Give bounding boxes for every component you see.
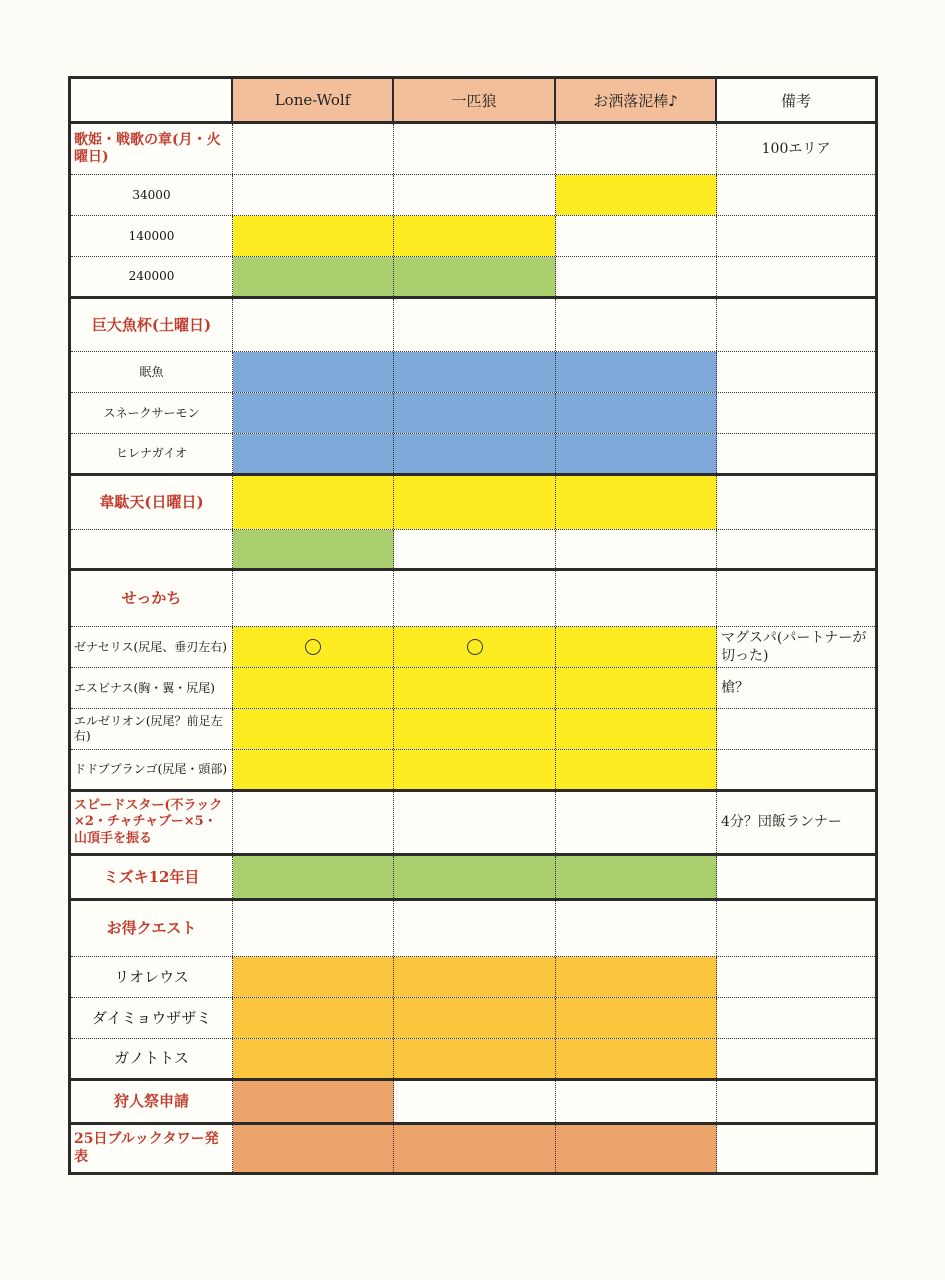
cell-ippiki-okami	[394, 476, 556, 529]
row-label: お得クエスト	[71, 901, 233, 956]
cell-oshare-dorobou	[556, 668, 717, 708]
table-row	[71, 627, 875, 668]
cell-lone-wolf	[233, 299, 394, 351]
cell-oshare-dorobou	[556, 352, 717, 392]
cell-oshare-dorobou	[556, 393, 717, 433]
row-note	[717, 750, 875, 789]
row-note	[717, 856, 875, 898]
cell-oshare-dorobou	[556, 957, 717, 997]
cell-lone-wolf	[233, 627, 394, 667]
cell-ippiki-okami	[394, 124, 556, 174]
cell-lone-wolf	[233, 750, 394, 789]
cell-lone-wolf	[233, 709, 394, 749]
cell-ippiki-okami	[394, 571, 556, 626]
header-oshare-dorobou: お洒落泥棒♪	[556, 79, 717, 121]
table-row	[71, 957, 875, 998]
table-row	[71, 124, 875, 175]
cell-oshare-dorobou	[556, 299, 717, 351]
cell-lone-wolf	[233, 530, 394, 568]
table-row	[71, 571, 875, 627]
row-note	[717, 530, 875, 568]
cell-ippiki-okami	[394, 856, 556, 898]
cell-lone-wolf	[233, 476, 394, 529]
row-label: 眠魚	[71, 352, 233, 392]
cell-ippiki-okami	[394, 175, 556, 215]
row-label: 140000	[71, 216, 233, 256]
header-lone-wolf: Lone-Wolf	[233, 79, 394, 121]
cell-oshare-dorobou	[556, 530, 717, 568]
row-label: スピードスター(不ラック×2・チャチャブー×5・山頂手を振る	[71, 792, 233, 853]
table-row	[71, 750, 875, 792]
row-label: 韋駄天(日曜日)	[71, 476, 233, 529]
cell-oshare-dorobou	[556, 257, 717, 296]
cell-ippiki-okami	[394, 750, 556, 789]
row-note	[717, 1081, 875, 1122]
row-label	[71, 530, 233, 568]
cell-oshare-dorobou	[556, 1125, 717, 1172]
circle-mark-icon	[467, 639, 483, 655]
table-row	[71, 901, 875, 957]
header-remarks: 備考	[780, 91, 811, 110]
cell-oshare-dorobou	[556, 175, 717, 215]
cell-lone-wolf	[233, 434, 394, 473]
cell-oshare-dorobou	[556, 750, 717, 789]
cell-oshare-dorobou	[556, 1039, 717, 1078]
cell-ippiki-okami	[394, 709, 556, 749]
cell-ippiki-okami	[394, 1039, 556, 1078]
cell-ippiki-okami	[394, 352, 556, 392]
row-label: ヒレナガイオ	[71, 434, 233, 473]
cell-lone-wolf	[233, 998, 394, 1038]
cell-lone-wolf	[233, 1081, 394, 1122]
cell-oshare-dorobou	[556, 1081, 717, 1122]
row-note	[717, 901, 875, 956]
cell-lone-wolf	[233, 957, 394, 997]
cell-ippiki-okami	[394, 901, 556, 956]
cell-ippiki-okami	[394, 627, 556, 667]
row-label: 巨大魚杯(土曜日)	[71, 299, 233, 351]
cell-lone-wolf	[233, 393, 394, 433]
row-label: せっかち	[71, 571, 233, 626]
cell-oshare-dorobou	[556, 434, 717, 473]
table-row	[71, 1039, 875, 1081]
row-note	[717, 957, 875, 997]
cell-oshare-dorobou	[556, 901, 717, 956]
cell-lone-wolf	[233, 124, 394, 174]
row-label: 25日ブルックタワー発表	[71, 1125, 233, 1172]
cell-oshare-dorobou	[556, 571, 717, 626]
row-label: 240000	[71, 257, 233, 296]
circle-mark-icon	[305, 639, 321, 655]
row-note	[717, 299, 875, 351]
table-row	[71, 1125, 875, 1172]
row-label: 歌姫・戦歌の章(月・火曜日)	[71, 124, 233, 174]
cell-lone-wolf	[233, 571, 394, 626]
table-row	[71, 530, 875, 571]
table-row	[71, 299, 875, 352]
row-label: ダイミョウザザミ	[71, 998, 233, 1038]
row-note	[717, 571, 875, 626]
cell-ippiki-okami	[394, 957, 556, 997]
row-label: 狩人祭申請	[71, 1081, 233, 1122]
cell-ippiki-okami	[394, 393, 556, 433]
table-row	[71, 998, 875, 1039]
table-row	[71, 792, 875, 856]
row-note	[717, 709, 875, 749]
cell-oshare-dorobou	[556, 856, 717, 898]
row-label: スネークサーモン	[71, 393, 233, 433]
cell-lone-wolf	[233, 792, 394, 853]
cell-oshare-dorobou	[556, 792, 717, 853]
cell-ippiki-okami	[394, 792, 556, 853]
row-note: マグスパ(パートナーが切った)	[721, 629, 867, 664]
row-note: 100エリア	[761, 140, 831, 157]
row-label: エルゼリオン(尻尾？前足左右)	[71, 709, 233, 749]
cell-lone-wolf	[233, 352, 394, 392]
schedule-table	[68, 76, 878, 1175]
header-row	[71, 79, 875, 124]
row-label: 34000	[71, 175, 233, 215]
table-row	[71, 393, 875, 434]
cell-oshare-dorobou	[556, 998, 717, 1038]
cell-lone-wolf	[233, 1039, 394, 1078]
row-note	[717, 434, 875, 473]
row-note	[717, 998, 875, 1038]
row-note	[717, 476, 875, 529]
cell-lone-wolf	[233, 257, 394, 296]
cell-lone-wolf	[233, 856, 394, 898]
cell-oshare-dorobou	[556, 216, 717, 256]
cell-lone-wolf	[233, 901, 394, 956]
cell-ippiki-okami	[394, 1125, 556, 1172]
row-note	[717, 257, 875, 296]
cell-ippiki-okami	[394, 299, 556, 351]
table-row	[71, 709, 875, 750]
row-label: ゼナセリス(尻尾、垂刃左右)	[71, 627, 233, 667]
cell-ippiki-okami	[394, 668, 556, 708]
table-row	[71, 856, 875, 901]
row-note	[717, 393, 875, 433]
cell-oshare-dorobou	[556, 709, 717, 749]
cell-ippiki-okami	[394, 1081, 556, 1122]
row-note: 4分？団飯ランナー	[721, 814, 842, 831]
cell-oshare-dorobou	[556, 476, 717, 529]
table-row	[71, 476, 875, 530]
cell-ippiki-okami	[394, 998, 556, 1038]
header-corner	[71, 79, 233, 121]
row-label: ドドブブランゴ(尻尾・頭部)	[71, 750, 233, 789]
row-note: 槍？	[721, 679, 749, 696]
cell-ippiki-okami	[394, 434, 556, 473]
table-row	[71, 434, 875, 476]
row-note	[717, 352, 875, 392]
table-row	[71, 216, 875, 257]
table-row	[71, 352, 875, 393]
cell-lone-wolf	[233, 216, 394, 256]
row-note	[717, 216, 875, 256]
cell-lone-wolf	[233, 1125, 394, 1172]
cell-oshare-dorobou	[556, 627, 717, 667]
row-label: エスピナス(胸・翼・尻尾)	[71, 668, 233, 708]
row-label: ミズキ12年目	[71, 856, 233, 898]
row-note	[717, 1039, 875, 1078]
cell-lone-wolf	[233, 175, 394, 215]
cell-oshare-dorobou	[556, 124, 717, 174]
cell-lone-wolf	[233, 668, 394, 708]
cell-ippiki-okami	[394, 530, 556, 568]
table-row	[71, 1081, 875, 1125]
row-label: リオレウス	[71, 957, 233, 997]
table-row	[71, 175, 875, 216]
row-label: ガノトトス	[71, 1039, 233, 1078]
table-row	[71, 257, 875, 299]
cell-ippiki-okami	[394, 216, 556, 256]
row-note	[717, 175, 875, 215]
row-note	[717, 1125, 875, 1172]
cell-ippiki-okami	[394, 257, 556, 296]
header-ippiki-okami: 一匹狼	[394, 79, 556, 121]
table-row	[71, 668, 875, 709]
